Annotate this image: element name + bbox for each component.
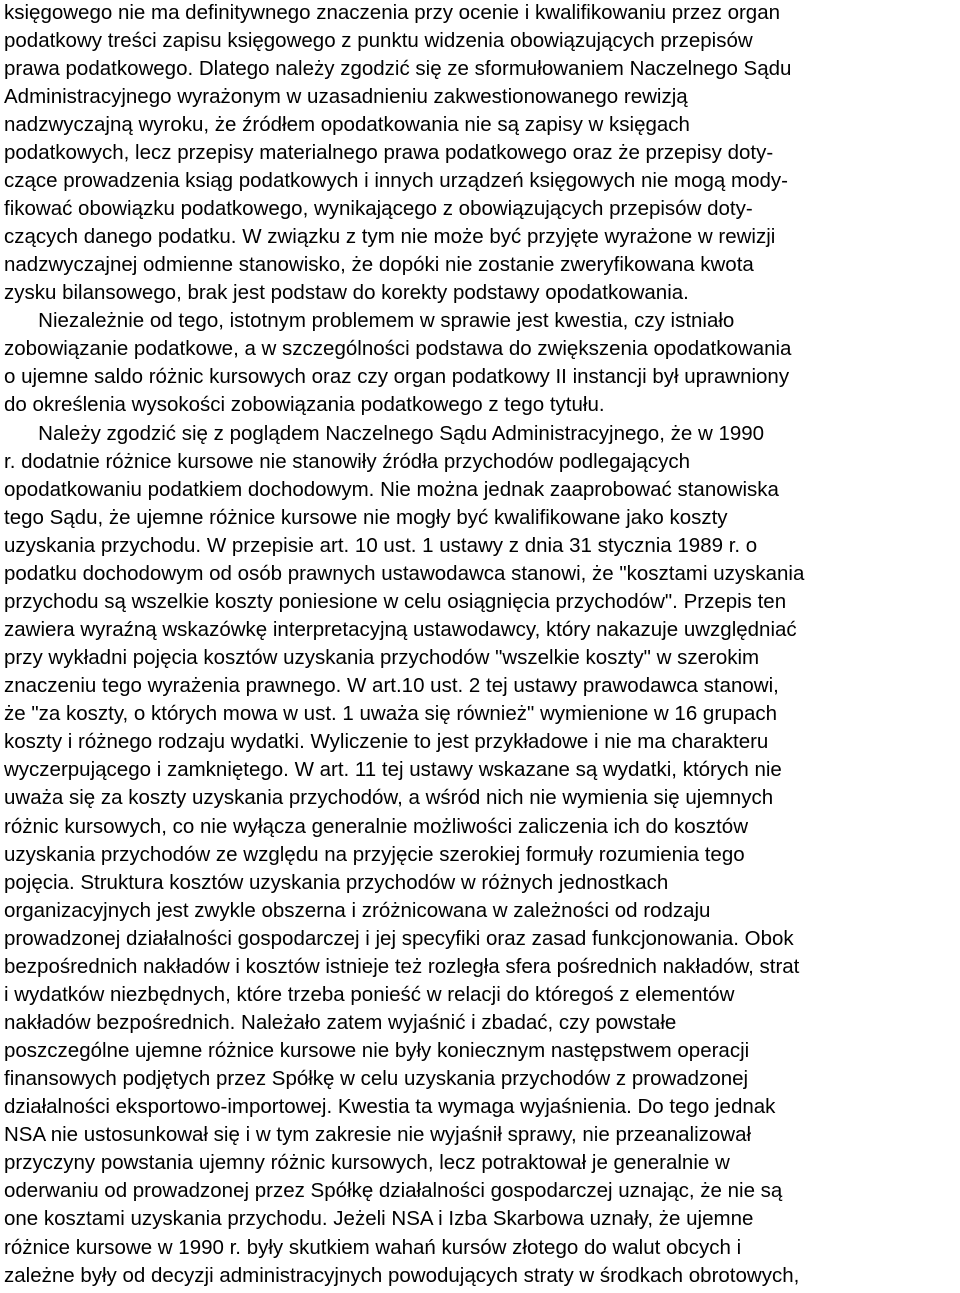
text-line: fikować obowiązku podatkowego, wynikającego z obowiązujących przepisów doty-: [4, 197, 753, 220]
text-line: księgowego nie ma definitywnego znaczenia przy ocenie i kwalifikowaniu przez organ: [4, 1, 781, 24]
text-line: podatkowych, lecz przepisy materialnego prawa podatkowego oraz że przepisy doty-: [4, 141, 774, 164]
text-line: prawa podatkowego. Dlatego należy zgodzić się ze sformułowaniem Naczelnego Sądu: [4, 57, 792, 80]
text-line: różnice kursowe w 1990 r. były skutkiem wahań kursów złotego do walut obcych i: [4, 1236, 742, 1259]
text-line: organizacyjnych jest zwykle obszerna i zróżnicowana w zależności od rodzaju: [4, 899, 711, 922]
text-line: Administracyjnego wyrażonym w uzasadnieniu zakwestionowanego rewizją: [4, 85, 688, 108]
text-line: wyczerpującego i zamkniętego. W art. 11 tej ustawy wskazane są wydatki, których nie: [4, 758, 782, 781]
paragraph-start-line: Należy zgodzić się z poglądem Naczelnego Sądu Administracyjnego, że w 1990: [4, 422, 765, 445]
text-line: znaczeniu tego wyrażenia prawnego. W art.10 ust. 2 tej ustawy prawodawca stanowi,: [4, 674, 779, 697]
text-line: przyczyny powstania ujemny różnic kursowych, lecz potraktował je generalnie w: [4, 1151, 730, 1174]
text-line: uważa się za koszty uzyskania przychodów, a wśród nich nie wymienia się ujemnych: [4, 786, 774, 809]
text-line: pojęcia. Struktura kosztów uzyskania przychodów w różnych jednostkach: [4, 871, 669, 894]
text-line: uzyskania przychodu. W przepisie art. 10 ust. 1 ustawy z dnia 31 stycznia 1989 r. o: [4, 534, 758, 557]
text-line: nakładów bezpośrednich. Należało zatem wyjaśnić i zbadać, czy powstałe: [4, 1011, 677, 1034]
text-line: i wydatków niezbędnych, które trzeba ponieść w relacji do któregoś z elementów: [4, 983, 735, 1006]
text-line: przy wykładni pojęcia kosztów uzyskania przychodów "wszelkie koszty" w szerokim: [4, 646, 760, 669]
text-line: finansowych podjętych przez Spółkę w celu uzyskania przychodów z prowadzonej: [4, 1067, 749, 1090]
text-line: zobowiązanie podatkowe, a w szczególności podstawa do zwiększenia opodatkowania: [4, 337, 792, 360]
text-line: uzyskania przychodów ze względu na przyjęcie szerokiej formuły rozumienia tego: [4, 843, 745, 866]
text-line: NSA nie ustosunkował się i w tym zakresie nie wyjaśnił sprawy, nie przeanalizował: [4, 1123, 752, 1146]
text-line: zawiera wyraźną wskazówkę interpretacyjną ustawodawcy, który nakazuje uwzględniać: [4, 618, 797, 641]
text-line: tego Sądu, że ujemne różnice kursowe nie mogły być kwalifikowane jako koszty: [4, 506, 728, 529]
text-line: oderwaniu od prowadzonej przez Spółkę działalności gospodarczej uznając, że nie są: [4, 1179, 783, 1202]
text-line: koszty i różnego rodzaju wydatki. Wyliczenie to jest przykładowe i nie ma charakteru: [4, 730, 769, 753]
text-line: że "za koszty, o których mowa w ust. 1 uważa się również" wymienione w 16 grupach: [4, 702, 778, 725]
text-line: zależne były od decyzji administracyjnych powodujących straty w środkach obrotowych,: [4, 1264, 800, 1287]
text-line: działalności eksportowo-importowej. Kwestia ta wymaga wyjaśnienia. Do tego jednak: [4, 1095, 776, 1118]
text-line: czące prowadzenia ksiąg podatkowych i innych urządzeń księgowych nie mogą mody-: [4, 169, 788, 192]
text-line: nadzwyczajnej odmienne stanowisko, że dopóki nie zostanie zweryfikowana kwota: [4, 253, 754, 276]
text-line: nadzwyczajną wyroku, że źródłem opodatkowania nie są zapisy w księgach: [4, 113, 690, 136]
text-line: r. dodatnie różnice kursowe nie stanowiły źródła przychodów podlegających: [4, 450, 690, 473]
text-line: do określenia wysokości zobowiązania podatkowego z tego tytułu.: [4, 393, 605, 416]
text-line: przychodu są wszelkie koszty poniesione w celu osiągnięcia przychodów". Przepis ten: [4, 590, 787, 613]
text-line: one kosztami uzyskania przychodu. Jeżeli NSA i Izba Skarbowa uznały, że ujemne: [4, 1207, 754, 1230]
text-line: podatku dochodowym od osób prawnych ustawodawca stanowi, że "kosztami uzyskania: [4, 562, 805, 585]
text-line: podatkowy treści zapisu księgowego z punktu widzenia obowiązujących przepisów: [4, 29, 753, 52]
text-line: prowadzonej działalności gospodarczej i jej specyfiki oraz zasad funkcjonowania. Obok: [4, 927, 794, 950]
paragraph-start-line: Niezależnie od tego, istotnym problemem w sprawie jest kwestia, czy istniało: [4, 309, 735, 332]
text-line: czących danego podatku. W związku z tym nie może być przyjęte wyrażone w rewizji: [4, 225, 776, 248]
text-line: różnic kursowych, co nie wyłącza generalnie możliwości zaliczenia ich do kosztów: [4, 815, 749, 838]
text-line: o ujemne saldo różnic kursowych oraz czy organ podatkowy II instancji był uprawniony: [4, 365, 790, 388]
text-line: bezpośrednich nakładów i kosztów istnieje też rozległa sfera pośrednich nakładów, strat: [4, 955, 800, 978]
text-line: poszczególne ujemne różnice kursowe nie były koniecznym następstwem operacji: [4, 1039, 750, 1062]
text-line: opodatkowaniu podatkiem dochodowym. Nie można jednak zaaprobować stanowiska: [4, 478, 779, 501]
text-line: zysku bilansowego, brak jest podstaw do korekty podstawy opodatkowania.: [4, 281, 689, 304]
